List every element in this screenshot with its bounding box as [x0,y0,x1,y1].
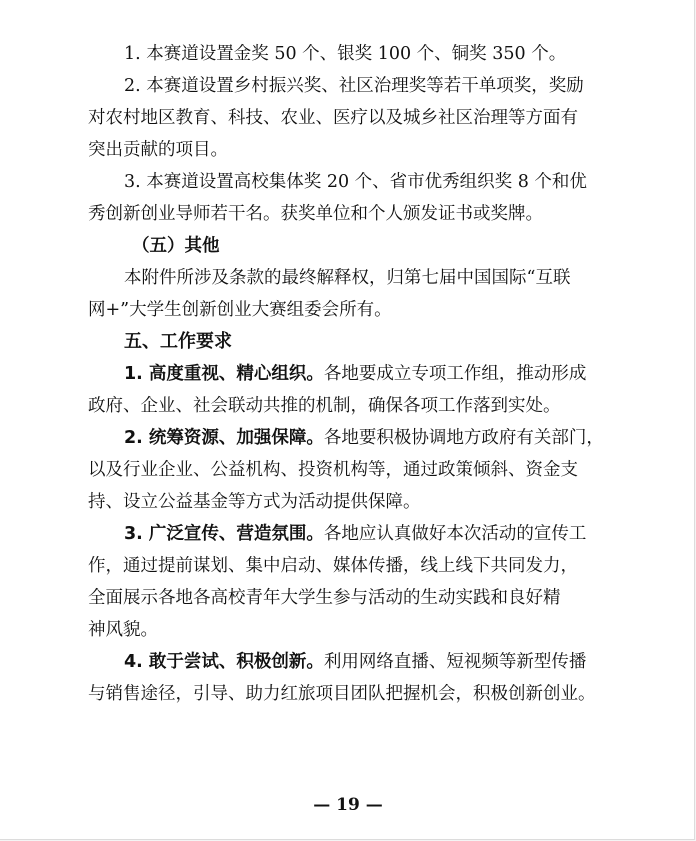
paragraph-line: 3. 本赛道设置高校集体奖 20 个、省市优秀组织奖 8 个和优 [124,172,587,192]
item-text: 各地应认真做好本次活动的宣传工 [323,524,587,544]
item-keyword: 3. 广泛宣传、营造氛围。 [124,524,324,544]
item-text: 利用网络直播、短视频等新型传播 [323,652,587,672]
item-keyword: 4. 敢于尝试、积极创新。 [124,652,324,672]
section-subheading: （五）其他 [132,236,220,256]
paragraph-line: 秀创新创业导师若干名。获奖单位和个人颁发证书或奖牌。 [88,204,543,224]
item-text: 各地要成立专项工作组，推动形成 [323,364,587,384]
paragraph-line: 以及行业企业、公益机构、投资机构等，通过政策倾斜、资金支 [88,460,578,480]
paragraph-line: 持、设立公益基金等方式为活动提供保障。 [88,492,421,512]
paragraph-line [124,422,696,454]
paragraph-line: 政府、企业、社会联动共推的机制，确保各项工作落到实处。 [88,396,561,416]
paragraph-line [124,518,696,550]
paragraph-line: 突出贡献的项目。 [88,140,228,160]
page-number: — 19 — [313,795,383,815]
paragraph-line: 1. 本赛道设置金奖 50 个、银奖 100 个、铜奖 350 个。 [124,44,567,64]
paragraph-line [124,358,696,390]
paragraph-line: 2. 本赛道设置乡村振兴奖、社区治理奖等若干单项奖，奖励 [124,76,584,96]
paragraph-line: 对农村地区教育、科技、农业、医疗以及城乡社区治理等方面有 [88,108,578,128]
paragraph-line: 与销售途径，引导、助力红旅项目团队把握机会，积极创新创业。 [88,684,596,704]
item-text: 各地要积极协调地方政府有关部门， [323,428,604,448]
item-keyword: 1. 高度重视、精心组织。 [124,364,324,384]
paragraph-line [124,646,696,678]
paragraph-line: 神风貌。 [88,620,158,640]
item-keyword: 2. 统筹资源、加强保障。 [124,428,324,448]
paragraph-line: 全面展示各地各高校青年大学生参与活动的生动实践和良好精 [88,588,561,608]
paragraph-line: 作，通过提前谋划、集中启动、媒体传播，线上线下共同发力， [88,556,578,576]
paragraph-line: 网+”大学生创新创业大赛组委会所有。 [88,300,392,320]
section-heading: 五、工作要求 [124,331,232,352]
paragraph-line: 本附件所涉及条款的最终解释权，归第七届中国国际“互联 [124,268,571,288]
